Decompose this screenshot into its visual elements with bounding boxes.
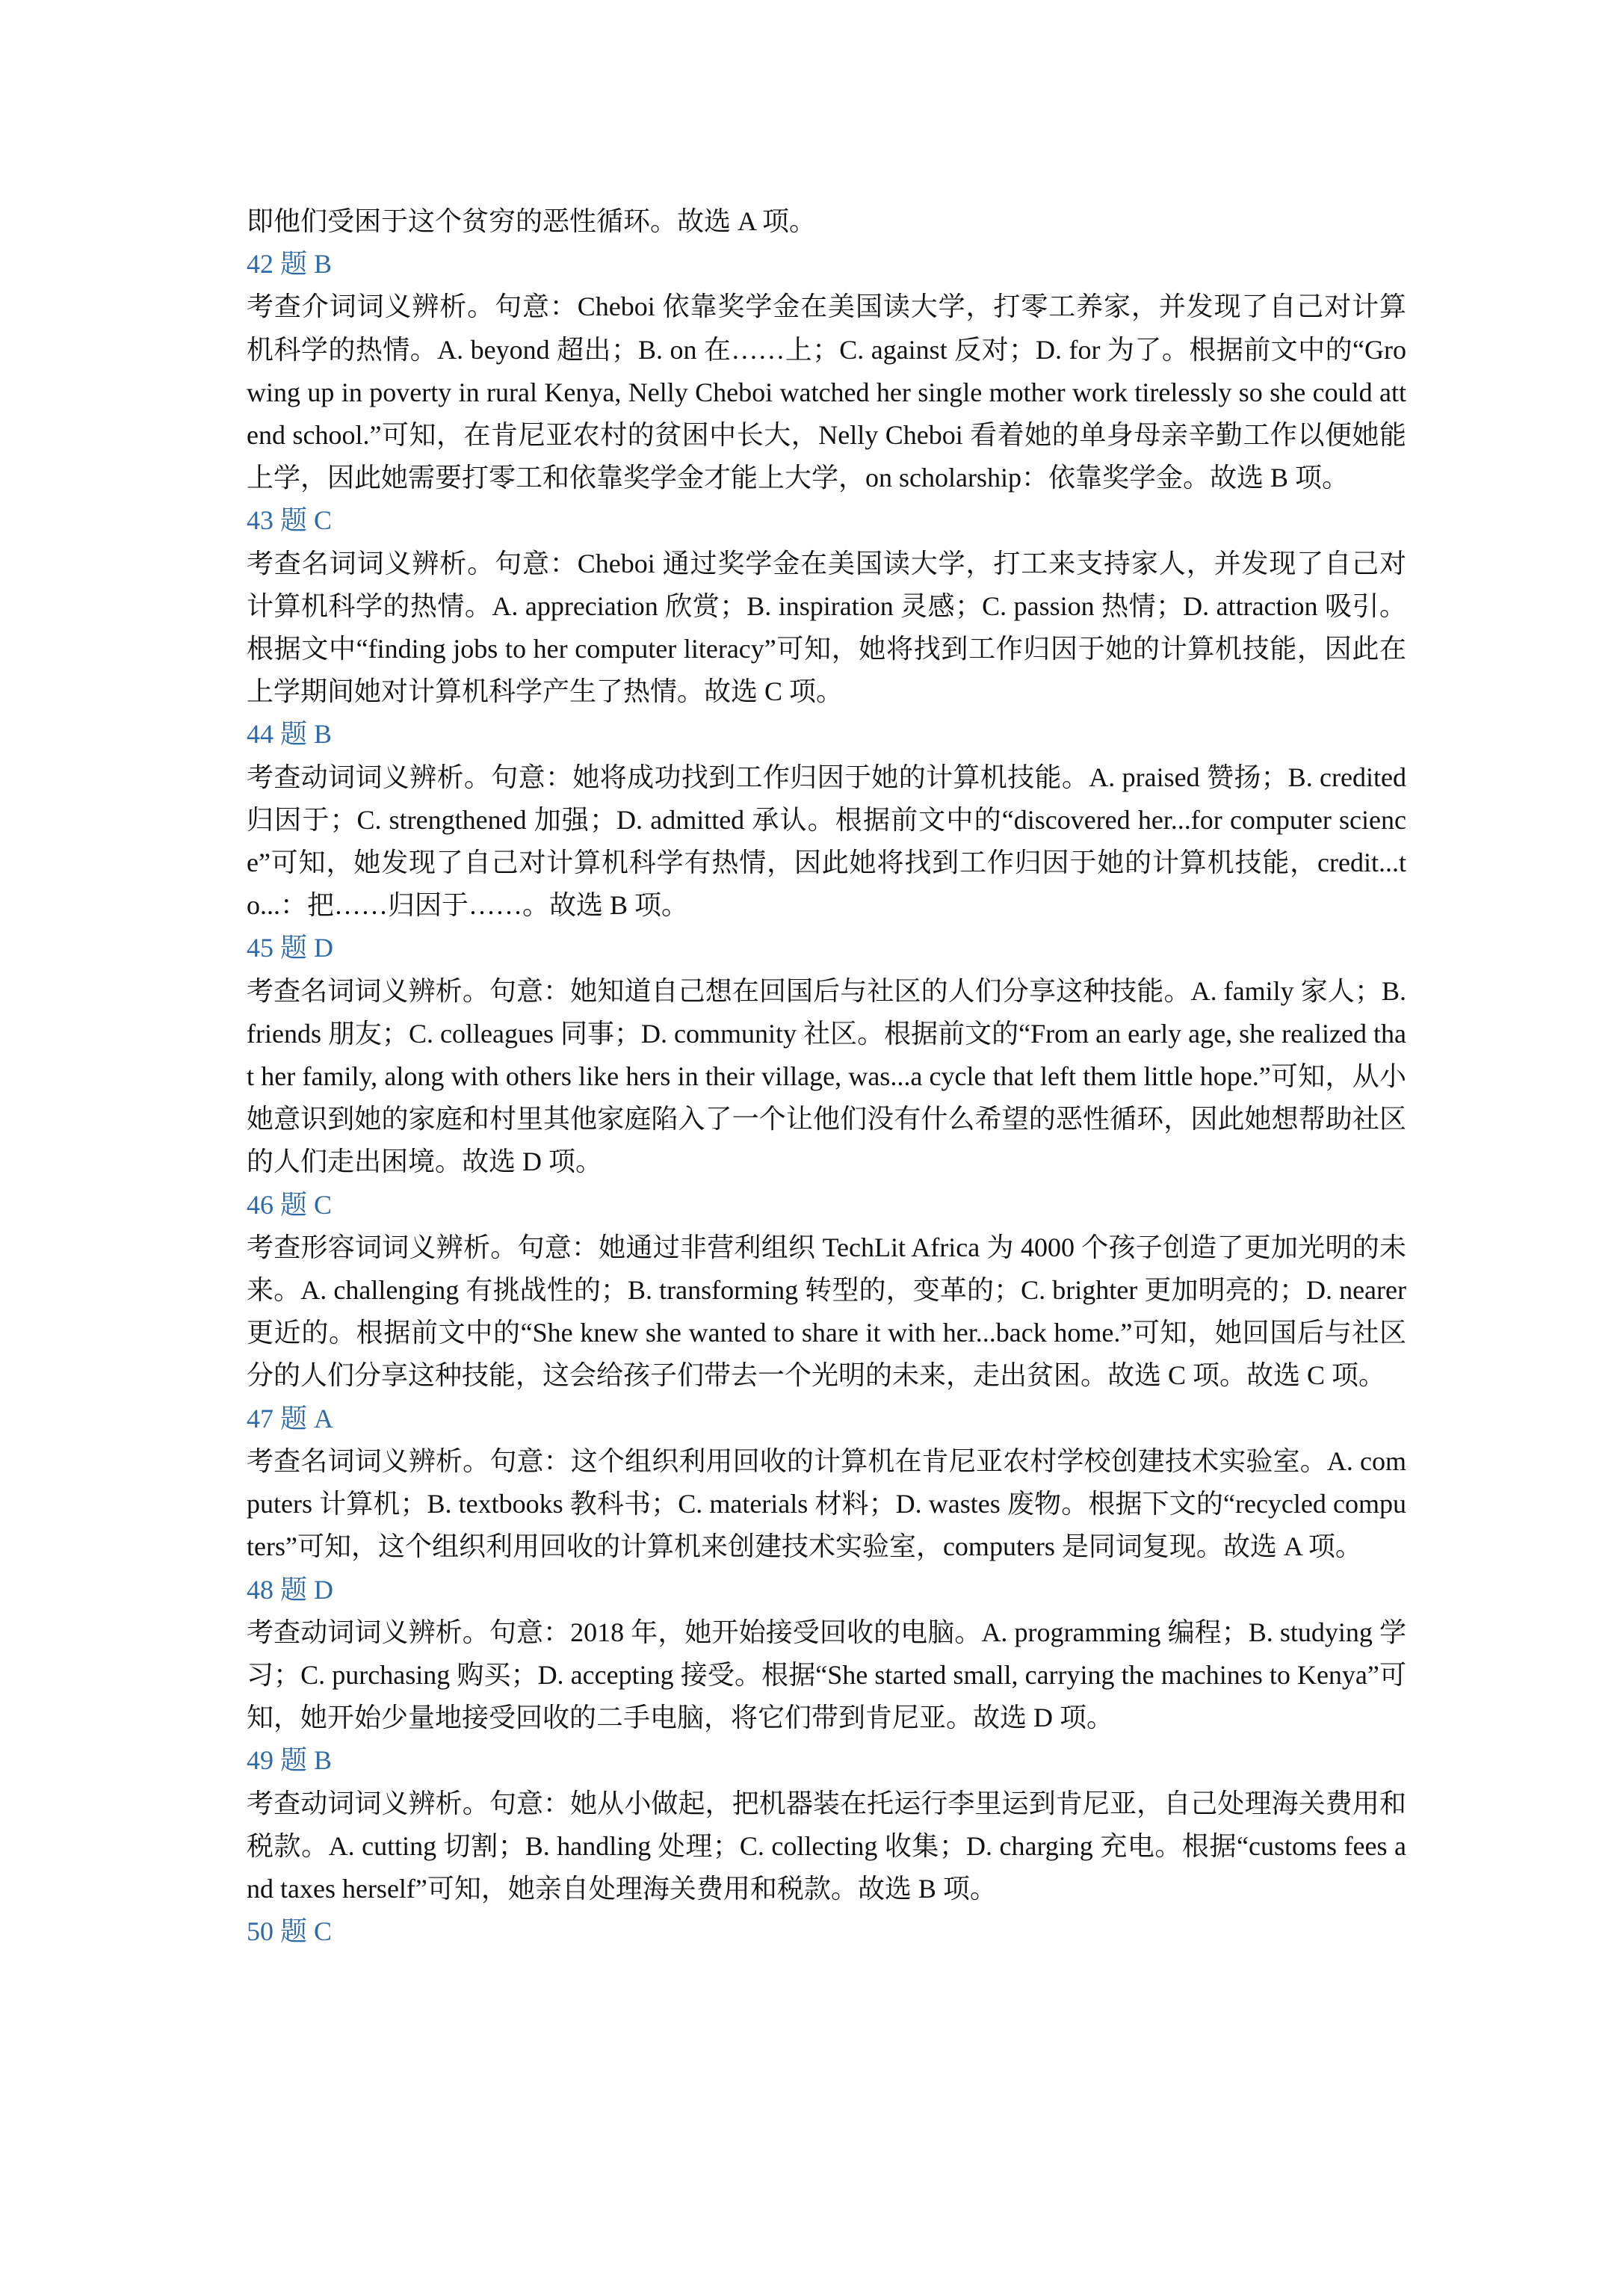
- question-heading: 50 题 C: [247, 1916, 333, 1947]
- explanation-paragraph: 考查动词词义辨析。句意：她将成功找到工作归因于她的计算机技能。A. praised 赞扬；B. credited 归因于；C. strengthened 加强；D. admitted 承认。根据前文中的“discovered her...for computer science”可知，她发现了自己对计算机科学有热情，因此她将找到工作归因于她的计算机技能，credit...to...：把……归因于……。故选 B 项。: [247, 762, 1406, 921]
- question-heading: 46 题 C: [247, 1189, 333, 1220]
- explanation-paragraph: 考查动词词义辨析。句意：2018 年，她开始接受回收的电脑。A. programming 编程；B. studying 学习；C. purchasing 购买；D. accepting 接受。根据“She started small, carrying the machines to Kenya”可知，她开始少量地接受回收的二手电脑，将它们带到肯尼亚。故选 D 项。: [247, 1617, 1406, 1733]
- answer-item-48: [247, 1569, 1406, 1740]
- answer-item-47: [247, 1398, 1406, 1569]
- intro-paragraph: 即他们受困于这个贫穷的恶性循环。故选 A 项。: [247, 206, 817, 236]
- answer-item-44: [247, 713, 1406, 927]
- question-heading: 47 题 A: [247, 1403, 333, 1434]
- explanation-paragraph: 考查形容词词义辨析。句意：她通过非营利组织 TechLit Africa 为 4000 个孩子创造了更加光明的未来。A. challenging 有挑战性的；B. transforming 转型的，变革的；C. brighter 更加明亮的；D. nearer 更近的。根据前文中的“She knew she wanted to share it with her...back home.”可知，她回国后与社区分的人们分享这种技能，这会给孩子们带去一个光明的未来，走出贫困。故选 C 项。故选 C 项。: [247, 1232, 1406, 1391]
- answer-item-45: [247, 927, 1406, 1183]
- explanation-paragraph: 考查名词词义辨析。句意：这个组织利用回收的计算机在肯尼亚农村学校创建技术实验室。A. computers 计算机；B. textbooks 教科书；C. materials 材料；D. wastes 废物。根据下文的“recycled computers”可知，这个组织利用回收的计算机来创建技术实验室，computers 是同词复现。故选 A 项。: [247, 1445, 1406, 1562]
- answer-item-49: [247, 1739, 1406, 1910]
- question-heading: 44 题 B: [247, 719, 333, 750]
- explanation-paragraph: 考查名词词义辨析。句意：Cheboi 通过奖学金在美国读大学，打工来支持家人，并发现了自己对计算机科学的热情。A. appreciation 欣赏；B. inspiration 灵感；C. passion 热情；D. attraction 吸引。根据文中“finding jobs to her computer literacy”可知，她将找到工作归因于她的计算机技能，因此在上学期间她对计算机科学产生了热情。故选 C 项。: [247, 548, 1406, 707]
- document-page: [247, 200, 1406, 1953]
- answer-item-50: [247, 1910, 1406, 1953]
- explanation-paragraph: 考查名词词义辨析。句意：她知道自己想在回国后与社区的人们分享这种技能。A. family 家人；B. friends 朋友；C. colleagues 同事；D. community 社区。根据前文的“From an early age, she realized that her family, along with others like hers in their village, was...a cycle that left them little hope.”可知，从小她意识到她的家庭和村里其他家庭陷入了一个让他们没有什么希望的恶性循环，因此她想帮助社区的人们走出困境。故选 D 项。: [247, 975, 1406, 1177]
- answer-item-46: [247, 1184, 1406, 1398]
- question-heading: 42 题 B: [247, 249, 333, 280]
- question-heading: 48 题 D: [247, 1574, 333, 1605]
- explanation-paragraph: 考查介词词义辨析。句意：Cheboi 依靠奖学金在美国读大学，打零工养家，并发现了自己对计算机科学的热情。A. beyond 超出；B. on 在……上；C. against 反对；D. for 为了。根据前文中的“Growing up in poverty in rural Kenya, Nelly Cheboi watched her single mother work tirelessly so she could attend school.”可知，在肯尼亚农村的贫困中长大，Nelly Cheboi 看着她的单身母亲辛勤工作以便她能上学，因此她需要打零工和依靠奖学金才能上大学，on scholarship：依靠奖学金。故选 B 项。: [247, 291, 1406, 493]
- answer-item-42: [247, 243, 1406, 499]
- explanation-paragraph: 考查动词词义辨析。句意：她从小做起，把机器装在托运行李里运到肯尼亚，自己处理海关费用和税款。A. cutting 切割；B. handling 处理；C. collecting 收集；D. charging 充电。根据“customs fees and taxes herself”可知，她亲自处理海关费用和税款。故选 B 项。: [247, 1788, 1406, 1904]
- question-heading: 43 题 C: [247, 505, 333, 536]
- question-heading: 49 题 B: [247, 1745, 333, 1776]
- question-heading: 45 题 D: [247, 933, 333, 963]
- answer-item-43: [247, 499, 1406, 713]
